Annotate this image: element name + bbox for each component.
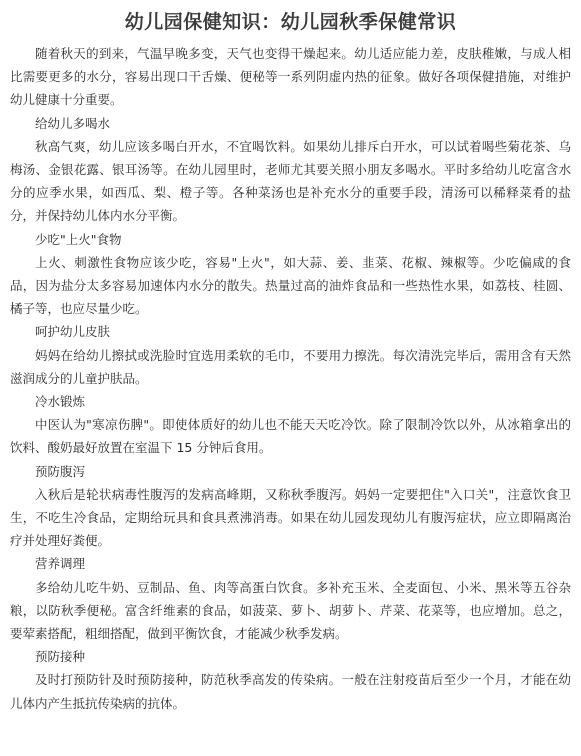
- section-prevent-diarrhea: [10, 460, 571, 553]
- section-heading: 冷水锻炼: [35, 394, 86, 410]
- section-nutrition: [10, 552, 571, 645]
- section-heading: 少吃"上火"食物: [35, 231, 122, 247]
- section-drink-water: [10, 112, 571, 228]
- section-heading: 预防接种: [35, 649, 86, 665]
- section-heading: 营养调理: [35, 556, 86, 572]
- section-heading: 给幼儿多喝水: [35, 115, 111, 131]
- section-body: 多给幼儿吃牛奶、豆制品、鱼、肉等高蛋白饮食。多补充玉米、全麦面包、小米、黑米等五谷杂粮，以防秋季便秘。富含纤维素的食品，如菠菜、萝卜、胡萝卜、芹菜、花菜等，也应增加。总之，要荤素搭配，粗细搭配，做到平衡饮食，才能减少秋季发病。: [10, 579, 571, 642]
- section-body: 入秋后是轮状病毒性腹泻的发病高峰期，又称秋季腹泻。妈妈一定要把住"入口关"，注意饮食卫生，不吃生冷食品，定期给玩具和食具煮沸消毒。如果在幼儿园发现幼儿有腹泻症状，应立即隔离治疗并处理好粪便。: [10, 486, 571, 549]
- section-heading: 预防腹泻: [35, 463, 86, 479]
- section-body: 及时打预防针及时预防接种，防范秋季高发的传染病。一般在注射疫苗后至少一个月，才能在幼儿体内产生抵抗传染病的抗体。: [10, 672, 571, 711]
- section-cold-water: [10, 390, 571, 460]
- intro-paragraph: 随着秋天的到来，气温早晚多变，天气也变得干燥起来。幼儿适应能力差，皮肤稚嫩，与成人相比需要更多的水分，容易出现口干舌燥、便秘等一系列阴虚内热的征象。做好各项保健措施，对维护幼儿健康十分重要。: [10, 46, 571, 108]
- section-avoid-heaty-food: [10, 228, 571, 321]
- section-heading: 呵护幼儿皮肤: [35, 324, 111, 340]
- section-vaccination: [10, 645, 571, 715]
- section-body: 中医认为"寒凉伤脾"。即使体质好的幼儿也不能天天吃冷饮。除了限制冷饮以外，从冰箱拿出的饮料、酸奶最好放置在室温下 15 分钟后食用。: [10, 417, 571, 456]
- section-body: 上火、刺激性食物应该少吃，容易"上火"，如大蒜、姜、韭菜、花椒、辣椒等。少吃偏咸的食品，因为盐分太多容易加速体内水分的散失。热量过高的油炸食品和一些热性水果，如荔枝、桂圆、橘子等，也应尽量少吃。: [10, 254, 571, 317]
- section-body: 妈妈在给幼儿擦拭或洗脸时宜选用柔软的毛巾，不要用力擦洗。每次清洗完毕后，需用含有天然滋润成分的儿童护肤品。: [10, 347, 571, 386]
- section-skin-care: [10, 320, 571, 390]
- section-body: 秋高气爽，幼儿应该多喝白开水，不宜喝饮料。如果幼儿排斥白开水，可以试着喝些菊花茶、乌梅汤、金银花露、银耳汤等。在幼儿园里时，老师尤其要关照小朋友多喝水。平时多给幼儿吃富含水分的应季水果，如西瓜、梨、橙子等。各种菜汤也是补充水分的重要手段，清汤可以稀释菜肴的盐分，并保持幼儿体内水分平衡。: [10, 138, 571, 224]
- article-title: 幼儿园保健知识：幼儿园秋季保健常识: [124, 11, 457, 33]
